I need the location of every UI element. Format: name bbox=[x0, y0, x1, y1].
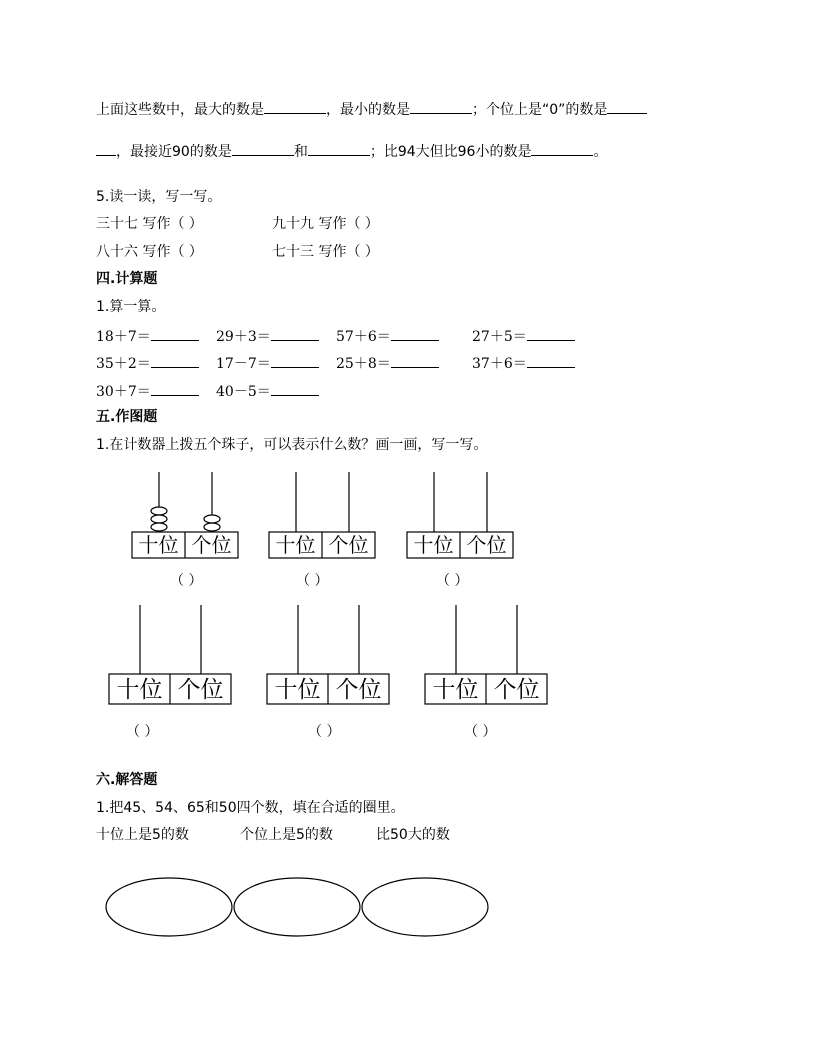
fill-text-largest: 上面这些数中，最大的数是 bbox=[96, 102, 264, 118]
abacus-counter[interactable] bbox=[131, 470, 239, 560]
answer-parentheses[interactable]: （ ） bbox=[170, 573, 203, 589]
fill-text-between: ；比94大但比96小的数是 bbox=[369, 144, 532, 160]
answer-blank-ones-zero-a[interactable] bbox=[607, 99, 647, 114]
solution-question: 1.把45、54、65和50四个数，填在合适的圈里。 bbox=[96, 800, 405, 816]
calc-answer-blank[interactable] bbox=[527, 326, 575, 341]
drawing-question: 1.在计数器上拨五个珠子，可以表示什么数？画一画，写一写。 bbox=[96, 437, 488, 453]
calculation-question: 1.算一算。 bbox=[96, 299, 166, 315]
fill-question-line-1 bbox=[96, 99, 647, 119]
fill-text-period: 。 bbox=[593, 144, 608, 160]
bead-icon bbox=[151, 515, 167, 523]
abacus-counter[interactable] bbox=[424, 604, 548, 706]
fill-text-ones-zero: ；个位上是“0”的数是 bbox=[472, 102, 608, 118]
read-write-item: 九十九 写作（ ） bbox=[272, 216, 379, 232]
tens-place-label: 十位 bbox=[413, 533, 454, 557]
bead-icon bbox=[204, 515, 220, 523]
section-heading-calculation: 四.计算题 bbox=[96, 271, 158, 287]
read-write-item: 三十七 写作（ ） bbox=[96, 216, 203, 232]
abacus-counter[interactable] bbox=[266, 604, 390, 706]
answer-parentheses[interactable]: （ ） bbox=[464, 724, 497, 740]
fill-question-line-2 bbox=[96, 141, 607, 161]
answer-circle-greater-50[interactable] bbox=[362, 878, 488, 936]
bead-icon bbox=[151, 507, 167, 515]
tens-place-label: 十位 bbox=[138, 533, 179, 557]
answer-blank-largest[interactable] bbox=[264, 99, 326, 114]
ones-place-label: 个位 bbox=[328, 533, 369, 557]
answer-parentheses[interactable]: （ ） bbox=[296, 573, 329, 589]
calc-answer-blank[interactable] bbox=[151, 326, 199, 341]
ones-place-label: 个位 bbox=[335, 677, 382, 703]
abacus-counter[interactable] bbox=[406, 470, 514, 560]
fill-text-smallest: ，最小的数是 bbox=[326, 102, 410, 118]
ones-place-label: 个位 bbox=[493, 677, 540, 703]
calc-problem: 35＋2＝ bbox=[96, 353, 199, 373]
calc-answer-blank[interactable] bbox=[271, 381, 319, 396]
abacus-counter[interactable] bbox=[108, 604, 232, 706]
category-label: 十位上是5的数 bbox=[96, 827, 189, 843]
read-write-item: 八十六 写作（ ） bbox=[96, 244, 203, 260]
section-heading-drawing: 五.作图题 bbox=[96, 409, 158, 425]
bead-icon bbox=[151, 523, 167, 531]
category-label: 比50大的数 bbox=[376, 827, 450, 843]
section-heading-solution: 六.解答题 bbox=[96, 772, 158, 788]
calc-answer-blank[interactable] bbox=[391, 353, 439, 368]
calc-problem: 30＋7＝ bbox=[96, 381, 199, 401]
calc-problem: 37＋6＝ bbox=[472, 353, 575, 373]
calc-answer-blank[interactable] bbox=[151, 353, 199, 368]
answer-blank-nearest-90-a[interactable] bbox=[232, 141, 294, 156]
calc-problem: 18＋7＝ bbox=[96, 326, 199, 346]
fill-text-and: 和 bbox=[293, 144, 308, 160]
calc-problem: 40－5＝ bbox=[216, 381, 319, 401]
calc-answer-blank[interactable] bbox=[271, 326, 319, 341]
ones-place-label: 个位 bbox=[191, 533, 232, 557]
answer-blank-ones-zero-b[interactable] bbox=[96, 141, 116, 156]
ones-place-label: 个位 bbox=[466, 533, 507, 557]
calc-problem: 27＋5＝ bbox=[472, 326, 575, 346]
calc-problem: 25＋8＝ bbox=[336, 353, 439, 373]
answer-circles bbox=[103, 876, 493, 944]
calc-answer-blank[interactable] bbox=[391, 326, 439, 341]
tens-place-label: 十位 bbox=[274, 677, 321, 703]
answer-circle-tens-five[interactable] bbox=[106, 878, 232, 936]
tens-place-label: 十位 bbox=[275, 533, 316, 557]
category-label: 个位上是5的数 bbox=[240, 827, 333, 843]
calc-problem: 57＋6＝ bbox=[336, 326, 439, 346]
answer-blank-smallest[interactable] bbox=[410, 99, 472, 114]
calc-answer-blank[interactable] bbox=[271, 353, 319, 368]
answer-blank-nearest-90-b[interactable] bbox=[308, 141, 370, 156]
ones-place-label: 个位 bbox=[177, 677, 224, 703]
read-write-item: 七十三 写作（ ） bbox=[272, 244, 379, 260]
answer-parentheses[interactable]: （ ） bbox=[308, 724, 341, 740]
calc-answer-blank[interactable] bbox=[527, 353, 575, 368]
tens-place-label: 十位 bbox=[116, 677, 163, 703]
calc-problem: 29＋3＝ bbox=[216, 326, 319, 346]
bead-icon bbox=[204, 523, 220, 531]
calc-answer-blank[interactable] bbox=[151, 381, 199, 396]
fill-text-nearest-90: ，最接近90的数是 bbox=[116, 144, 232, 160]
abacus-counter[interactable] bbox=[268, 470, 376, 560]
answer-blank-between[interactable] bbox=[531, 141, 593, 156]
tens-place-label: 十位 bbox=[432, 677, 479, 703]
answer-parentheses[interactable]: （ ） bbox=[126, 724, 159, 740]
read-write-title: 5.读一读，写一写。 bbox=[96, 189, 222, 205]
calc-problem: 17－7＝ bbox=[216, 353, 319, 373]
answer-parentheses[interactable]: （ ） bbox=[436, 573, 469, 589]
answer-circle-ones-five[interactable] bbox=[234, 878, 360, 936]
